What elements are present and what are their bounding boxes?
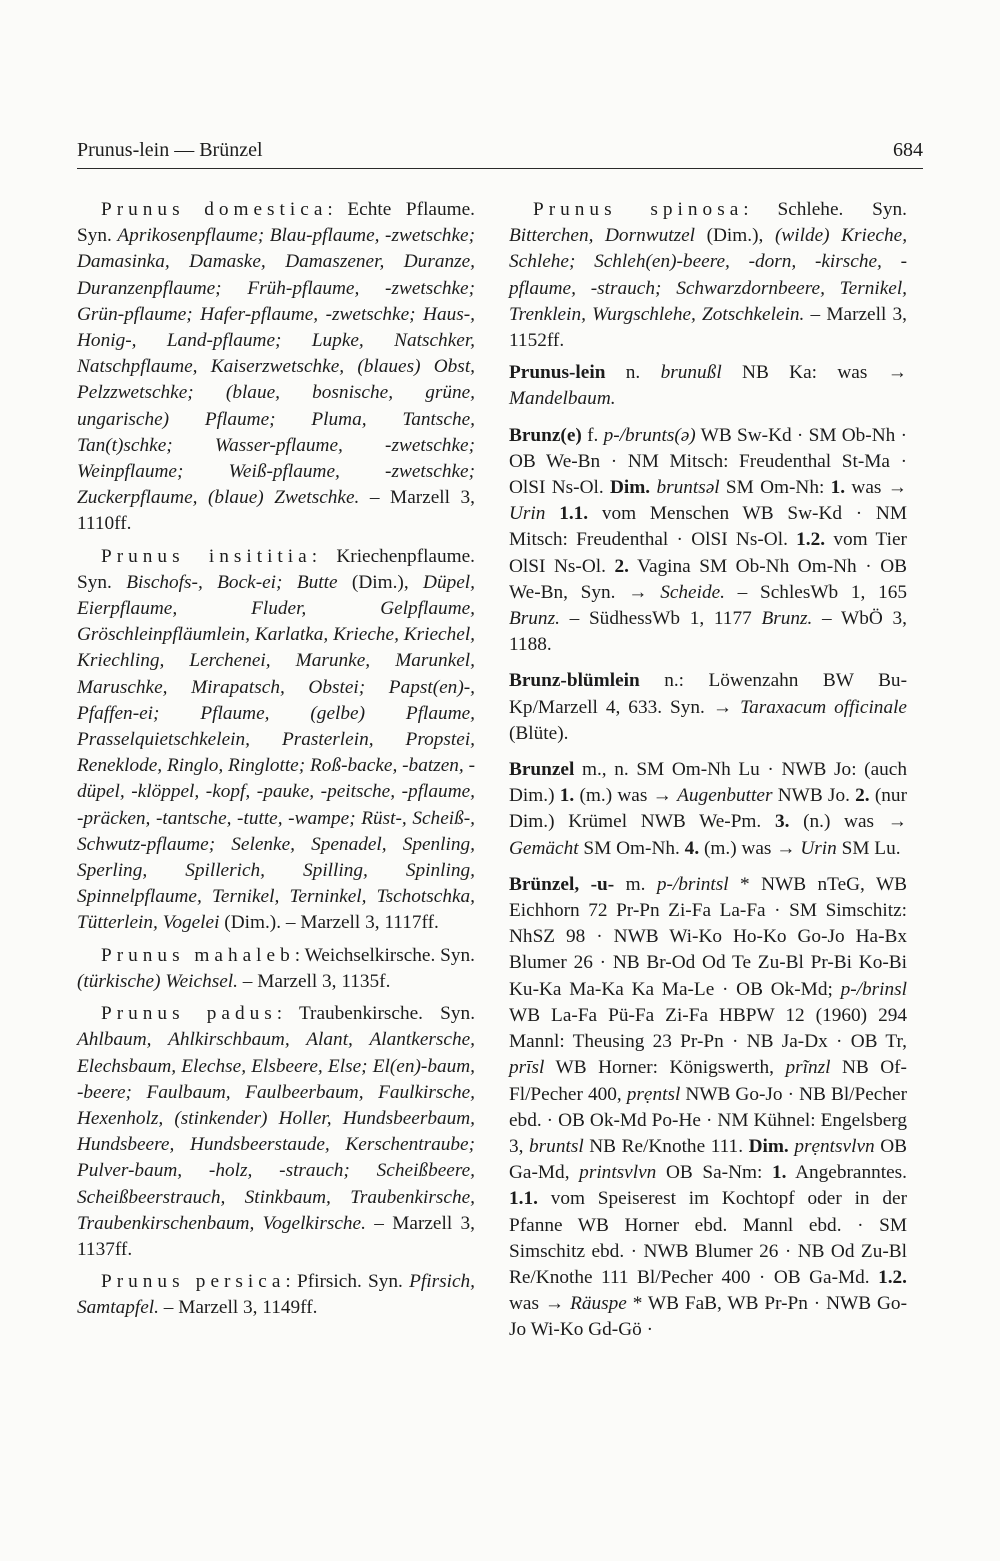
text-run: : Weichselkirsche. Syn. xyxy=(294,944,475,966)
text-run: m. xyxy=(614,873,657,895)
text-run: was → xyxy=(509,1293,571,1315)
text-run: * NWB nTeG, WB Eichhorn 72 Pr-Pn Zi-Fa La-Fa · SM Simschitz: NhSZ 98 · NWB Wi-Ko Ho-Ko Go-Jo Ha-Bx Blumer 26 · NB Br-Od Od Te Zu-Bl Pr-Bi Ko-Bi Ku-Ka Ma-Ka Ka Ma-Le · OB Ok-Md; xyxy=(509,873,908,1000)
text-run: vom Speiserest im Kochtopf oder in der Pfanne WB Horner ebd. Mannl ebd. · SM Simschitz ebd. · NWB Blumer 26 · NB Od Zu-Bl Re/Knothe 111 Bl/Pecher 400 · OB Ga-Md. xyxy=(509,1188,907,1288)
text-run: : Echte Pflaume. Syn. xyxy=(77,199,476,247)
italic-text: Urin xyxy=(509,503,546,525)
entry-prunus-mahaleb xyxy=(77,943,475,995)
italic-text: prĩnzl xyxy=(785,1057,831,1079)
text-run: vom Tier OlSI Ns-Ol. xyxy=(509,529,907,577)
text-run: SM Lu. xyxy=(836,837,901,859)
page-header xyxy=(77,136,923,169)
text-run: Angebranntes. xyxy=(786,1162,907,1184)
italic-text: p-/brinsl xyxy=(840,978,907,1000)
headword: Brunz-blümlein xyxy=(509,670,640,692)
text-run: – WbÖ 3, 1188. xyxy=(509,608,907,656)
text-run: (Blüte). xyxy=(509,722,569,744)
text-run: (Dim.), xyxy=(337,571,424,593)
headword: 1. xyxy=(559,785,575,807)
text-run: (m.) was → xyxy=(699,837,801,859)
headword: 3. xyxy=(774,811,790,833)
text-run xyxy=(545,503,559,524)
text-run: OB Sa-Nm: xyxy=(656,1162,773,1184)
lemma: Prunus insititia xyxy=(101,545,312,567)
italic-text: bruntsəl xyxy=(656,477,720,499)
text-run: NWB Jo. xyxy=(772,785,856,807)
italic-text: Brunz. xyxy=(509,608,560,630)
headword: 1.2. xyxy=(796,529,826,551)
italic-text: Urin xyxy=(800,837,837,859)
italic-text: (wilde) Krieche, Schlehe; Schleh(en)-beere, -dorn, -kirsche, -pflaume, -strauch; Schwarzdornbeere, Ternikel, Trenklein, Wurgschlehe, Zotschkelein. xyxy=(509,225,908,325)
italic-text: Räuspe xyxy=(570,1293,627,1315)
headword: 2. xyxy=(614,555,629,577)
headword: 1.1. xyxy=(559,503,589,525)
text-run: – SchlesWb 1, 165 xyxy=(724,581,907,603)
entry-brunzel xyxy=(509,757,907,862)
text-run: – SüdhessWb 1, 1177 xyxy=(559,608,762,630)
text-run: NWB Go-Jo · NB Bl/Pecher ebd. · OB Ok-Md Po-He · NM Kühnel: Engelsberg 3, xyxy=(509,1083,907,1157)
lemma: Prunus persica xyxy=(101,1271,286,1293)
text-run: – Marzell 3, 1137ff. xyxy=(77,1212,475,1260)
text-run: (n.) was → xyxy=(789,811,908,833)
italic-text: Pfirsich, Samtapfel. xyxy=(77,1271,475,1319)
text-run: (Dim.), xyxy=(695,225,775,247)
italic-text: prẹntsl xyxy=(626,1083,681,1105)
text-run: SM Om-Nh. xyxy=(578,837,685,859)
text-run: n. xyxy=(605,362,661,384)
right-column xyxy=(509,197,907,1354)
italic-text: Bitterchen, Dornwutzel xyxy=(509,225,695,247)
italic-text: p-/brintsl xyxy=(656,873,729,895)
text-run: * WB FaB, WB Pr-Pn · NWB Go-Jo Wi-Ko Gd-Gö · xyxy=(509,1293,907,1341)
italic-text: Scheide. xyxy=(660,581,725,603)
text-run: – Marzell 3, 1135f. xyxy=(237,970,391,992)
headword: 1.2. xyxy=(878,1266,907,1288)
italic-text: printsvlvn xyxy=(579,1162,657,1184)
text-run: NB Of-Fl/Pecher 400, xyxy=(509,1057,907,1105)
italic-text: Taraxacum officinale xyxy=(740,696,907,718)
headword: 1. xyxy=(830,477,846,499)
text-run: : Schlehe. Syn. xyxy=(743,199,907,220)
entry-bruenzel xyxy=(509,872,907,1344)
italic-text: prẹntsvlvn xyxy=(794,1135,875,1157)
text-run: Vagina SM Ob-Nh Om-Nh · OB We-Bn, Syn. → xyxy=(509,555,907,603)
headword: Dim. xyxy=(748,1135,789,1157)
headword: 2. xyxy=(855,785,870,807)
page-number: 684 xyxy=(893,139,923,161)
italic-text: Augenbutter xyxy=(677,785,773,807)
entry-prunus-domestica xyxy=(77,197,475,538)
entry-brunz-bluemlein xyxy=(509,668,907,747)
text-run: WB Horner: Königswerth, xyxy=(544,1057,786,1079)
text-run: NB Re/Knothe 111. xyxy=(583,1135,749,1157)
entry-prunus-insititia xyxy=(77,544,475,937)
text-run: SM Om-Nh: xyxy=(719,477,831,499)
lemma: Prunus spinosa xyxy=(533,199,744,220)
italic-text: brunußl xyxy=(660,362,722,384)
lemma: Prunus padus xyxy=(101,1003,277,1025)
italic-text: p-/brunts(ə) xyxy=(603,424,696,446)
italic-text: bruntsl xyxy=(529,1135,584,1157)
entry-prunus-padus xyxy=(77,1001,475,1263)
headword: 4. xyxy=(684,837,700,859)
italic-text: Aprikosenpflaume; Blau-pflaume, -zwetschke; Damasinka, Damaske, Damaszener, Duranze, Duranzenpflaume; Früh-pflaume, -zwetschke; Grün-pflaume; Hafer-pflaume, -zwetschke; Haus-, Honig-, Land-pflaume; Lupke, Natschker, Natschpflaume, Kaiserzwetschke, (blaues) Obst, Pelzzwetschke; (blaue, bosnische, grüne, ungarische) Pflaume; Pluma, Tantsche, Tan(t)schke; Wasser-pflaume, -zwetschke; Weinpflaume; Weiß-pflaume, -zwetschke; Zuckerpflaume, (blaue) Zwetschke. xyxy=(77,225,475,509)
italic-text: prīsl xyxy=(509,1057,545,1079)
text-run: vom Menschen WB Sw-Kd · NM Mitsch: Freudenthal · OlSI Ns-Ol. xyxy=(509,503,908,551)
left-column xyxy=(77,197,475,1328)
entry-prunus-lein xyxy=(509,360,907,412)
italic-text: Gemächt xyxy=(509,837,579,859)
text-run: : Traubenkirsche. Syn. xyxy=(276,1003,476,1025)
text-run: was → xyxy=(845,477,907,499)
headword: Brünzel, -u- xyxy=(509,873,615,895)
entry-brunze xyxy=(509,423,907,659)
lemma: Prunus mahaleb xyxy=(101,944,295,966)
headword: Brunz(e) xyxy=(509,424,582,446)
italic-text: Brunz. xyxy=(761,608,813,630)
italic-text: Ahlbaum, Ahlkirschbaum, Alant, Alantkersche, Elechsbaum, Elechse, Elsbeere, Else; El(en)-baum, -beere; Faulbaum, Faulbeerbaum, Faulkirsche, Hexenholz, (stinkender) Holler, Hundsbeerbaum, Hundsbeere, Hundsbeerstaude, Kerschentraube; Pulver-baum, -holz, -strauch; Scheißbeere, Scheißbeerstrauch, Stinkbaum, Traubenkirsche, Traubenkirschenbaum, Vogelkirsche. xyxy=(77,1029,475,1234)
italic-text: Bischofs-, Bock-ei; Butte xyxy=(126,571,338,593)
text-run: n.: Löwenzahn BW Bu-Kp/Marzell 4, 633. Syn. → xyxy=(509,670,907,718)
text-run: WB Sw-Kd · SM Ob-Nh · OB We-Bn · NM Mitsch: Freudenthal St-Ma · OlSI Ns-Ol. xyxy=(509,424,907,499)
text-run: (m.) was → xyxy=(574,785,678,807)
headword: Prunus-lein xyxy=(509,362,606,384)
headword: 1.1. xyxy=(509,1188,538,1210)
text-run: OB Ga-Md, xyxy=(509,1135,908,1184)
text-run: m., n. SM Om-Nh Lu · NWB Jo: (auch Dim.) xyxy=(509,759,907,807)
text-run: f. xyxy=(581,424,604,446)
headword: 1. xyxy=(772,1162,787,1184)
italic-text: (türkische) Weichsel. xyxy=(77,970,238,992)
headword: Dim. xyxy=(609,477,651,499)
lemma: Prunus domestica xyxy=(101,199,328,220)
italic-text: Mandelbaum. xyxy=(509,388,616,410)
text-run: WB La-Fa Pü-Fa Zi-Fa HBPW 12 (1960) 294 Mannl: Theusing 23 Pr-Pn · NB Ja-Dx · OB Tr, xyxy=(509,1004,907,1053)
text-run: – Marzell 3, 1152ff. xyxy=(509,303,907,352)
running-head: Prunus-lein — Brünzel xyxy=(77,139,263,161)
headword: Brunzel xyxy=(509,759,575,781)
text-run: : Kriechenpflaume. Syn. xyxy=(77,545,475,593)
entry-prunus-persica xyxy=(77,1269,475,1321)
text-run: : Pfirsich. Syn. xyxy=(285,1271,410,1293)
text-run: – Marzell 3, 1110ff. xyxy=(77,487,476,535)
text-run: NB Ka: was → xyxy=(721,362,907,384)
text-run: – Marzell 3, 1149ff. xyxy=(158,1297,318,1319)
text-run: (Dim.). – Marzell 3, 1117ff. xyxy=(219,912,439,934)
text-run: (nur Dim.) Krümel NWB We-Pm. xyxy=(509,785,907,833)
entry-prunus-spinosa xyxy=(509,197,907,354)
italic-text: Düpel, Eierpflaume, Fluder, Gelpflaume, Gröschleinpfläumlein, Karlatka, Krieche, Kriechel, Kriechling, Lerchenei, Marunke, Marunkel, Maruschke, Mirapatsch, Obstei; Papst(en)-, Pfaffen-ei; Pflaume, (gelbe) Pflaume, Prasselquietschkelein, Prasterlein, Propstei, Reneklode, Ringlo, Ringlotte; Roß-backe, -batzen, -düpel, -klöppel, -kopf, -pauke, -peitsche, -pflaume, -präcken, -tantsche, -tutte, -wampe; Rüst-, Scheiß-, Schwutz-pflaume; Selenke, Spenadel, Spenling, Sperling, Spillerich, Spilling, Spinling, Spinnelpflaume, Ternikel, Terninkel, Tschotschka, Tütterlein, Vogelei xyxy=(77,571,475,934)
